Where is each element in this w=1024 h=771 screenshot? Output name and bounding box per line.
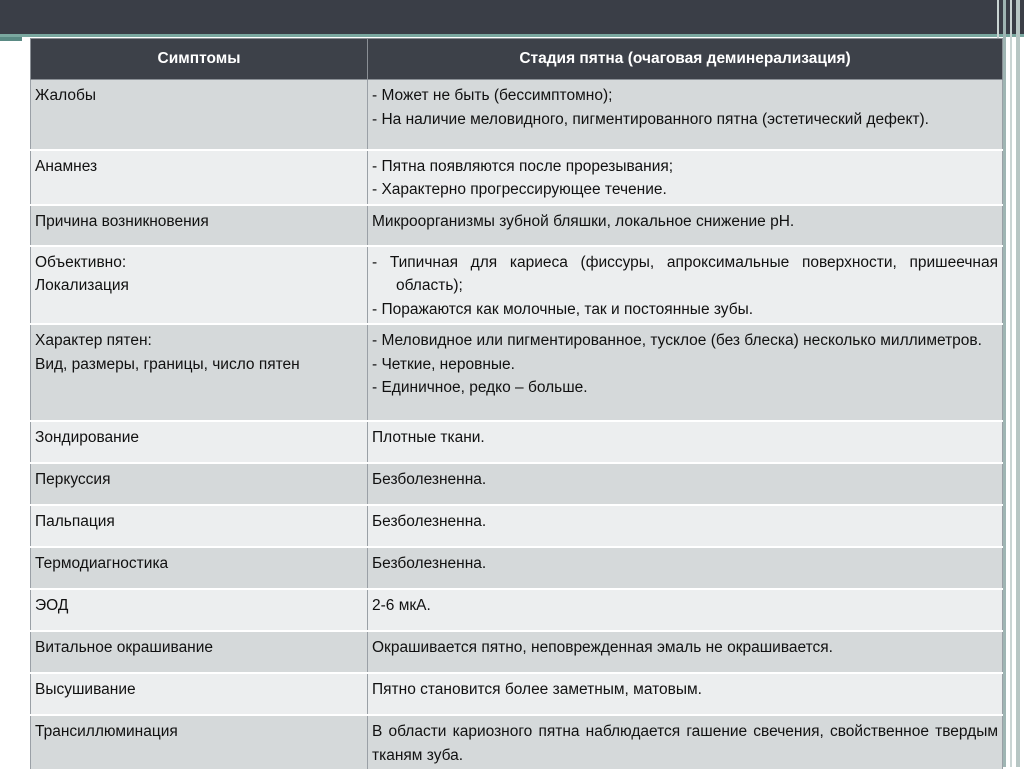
- symptom-text: Анамнез: [35, 157, 98, 175]
- symptom-cell: [31, 150, 368, 205]
- symptom-text: Высушивание: [35, 681, 136, 698]
- description-cell: [368, 589, 1003, 631]
- symptom-text: Вид, размеры, границы, число пятен: [35, 355, 300, 373]
- description-text: - Может не быть (бессимптомно);: [372, 87, 613, 104]
- table-row: [31, 80, 1003, 150]
- symptom-cell: [31, 324, 368, 421]
- description-cell: [368, 463, 1003, 505]
- symptoms-table: [30, 38, 1003, 771]
- description-text: Окрашивается пятно, неповрежденная эмаль не окрашивается.: [372, 639, 833, 656]
- description-text: - Меловидное или пигментированное, тусклое (без блеска) несколько миллиметров.: [372, 332, 982, 349]
- header-symptoms: Симптомы: [31, 39, 368, 80]
- slide-left-accent: [0, 37, 22, 41]
- description-cell: [368, 673, 1003, 715]
- description-text: Пятно становится более заметным, матовым.: [372, 681, 702, 698]
- description-cell: [368, 205, 1003, 246]
- table-row: [31, 673, 1003, 715]
- slide-right-decoration: [1003, 0, 1006, 767]
- symptom-cell: [31, 631, 368, 673]
- table-row: [31, 631, 1003, 673]
- table-row: [31, 421, 1003, 463]
- description-cell: [368, 715, 1003, 770]
- description-text: Безболезненна.: [372, 471, 487, 488]
- slide-top-bar: [0, 0, 1024, 34]
- symptom-text: Трансиллюминация: [35, 723, 178, 740]
- symptom-cell: [31, 463, 368, 505]
- description-cell: [368, 631, 1003, 673]
- description-text: - Пятна появляются после прорезывания;: [372, 157, 674, 175]
- slide-top-accent-line: [0, 34, 1024, 37]
- table-row: [31, 463, 1003, 505]
- table-row: [31, 246, 1003, 325]
- description-text: - На наличие меловидного, пигментированного пятна (эстетический дефект).: [372, 110, 929, 128]
- symptom-cell: [31, 421, 368, 463]
- description-text: Безболезненна.: [372, 555, 487, 572]
- symptom-cell: [31, 205, 368, 246]
- header-stage: Стадия пятна (очаговая деминерализация): [368, 39, 1003, 80]
- table-row: [31, 547, 1003, 589]
- table-row: [31, 505, 1003, 547]
- description-cell: [368, 547, 1003, 589]
- table-row: [31, 324, 1003, 421]
- description-text: - Четкие, неровные.: [372, 355, 515, 373]
- description-text: В области кариозного пятна наблюдается гашение свечения, свойственное твердым тканям зуба.: [372, 723, 998, 764]
- description-cell: [368, 324, 1003, 421]
- symptom-text: Витальное окрашивание: [35, 639, 214, 656]
- table-header-row: [31, 39, 1003, 80]
- description-cell: [368, 80, 1003, 150]
- table-row: [31, 589, 1003, 631]
- table-row: [31, 715, 1003, 770]
- description-text: 2-6 мкА.: [372, 597, 431, 614]
- symptom-cell: [31, 246, 368, 325]
- symptom-text: Характер пятен:: [35, 332, 152, 349]
- symptom-text: ЭОД: [35, 597, 69, 614]
- symptom-cell: [31, 715, 368, 770]
- description-text: - Типичная для кариеса (фиссуры, апроксимальные поверхности, пришеечная область);: [372, 253, 998, 294]
- description-cell: [368, 505, 1003, 547]
- symptom-cell: [31, 80, 368, 150]
- symptom-text: Пальпация: [35, 513, 115, 530]
- symptom-text: Объективно:: [35, 253, 127, 271]
- symptom-cell: [31, 547, 368, 589]
- slide-right-decoration: [1016, 0, 1020, 767]
- symptom-cell: [31, 673, 368, 715]
- description-text: Плотные ткани.: [372, 429, 485, 446]
- table-row: [31, 150, 1003, 205]
- description-text: Микроорганизмы зубной бляшки, локальное снижение рН.: [372, 212, 795, 230]
- symptom-cell: [31, 505, 368, 547]
- description-cell: [368, 150, 1003, 205]
- symptom-text: Термодиагностика: [35, 555, 169, 572]
- symptom-text: Локализация: [35, 277, 129, 294]
- table-row: [31, 205, 1003, 246]
- slide-right-decoration: [1010, 0, 1012, 767]
- description-text: - Единичное, редко – больше.: [372, 379, 588, 396]
- symptom-text: Перкуссия: [35, 471, 111, 488]
- description-text: - Поражаются как молочные, так и постоянные зубы.: [372, 300, 754, 318]
- description-text: - Характерно прогрессирующее течение.: [372, 181, 667, 198]
- symptom-text: Жалобы: [35, 87, 96, 104]
- symptom-cell: [31, 589, 368, 631]
- description-cell: [368, 421, 1003, 463]
- symptom-text: Причина возникновения: [35, 212, 209, 230]
- symptom-text: Зондирование: [35, 429, 140, 446]
- description-cell: [368, 246, 1003, 325]
- description-text: Безболезненна.: [372, 513, 487, 530]
